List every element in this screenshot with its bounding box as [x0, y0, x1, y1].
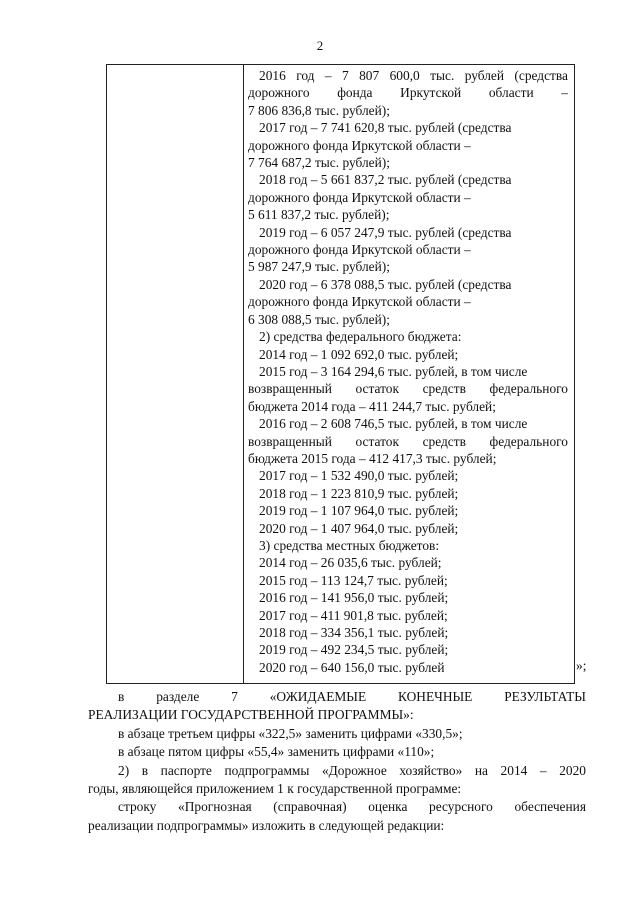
paragraph-first-line: строку «Прогнозная (справочная) оценка ресурсного обеспечения — [118, 799, 586, 815]
funding-line: 2016 год – 2 608 746,5 тыс. рублей, в том числе — [259, 416, 528, 432]
paragraph-first-line: в абзаце пятом цифры «55,4» заменить цифрами «110»; — [118, 744, 435, 760]
resource-table — [106, 64, 575, 684]
funding-line: 2020 год – 640 156,0 тыс. рублей — [259, 659, 445, 675]
funding-line: 3) средства местных бюджетов: — [259, 537, 440, 553]
funding-line: 2019 год – 492 234,5 тыс. рублей; — [259, 642, 449, 658]
funding-line: 2015 год – 113 124,7 тыс. рублей; — [259, 572, 448, 588]
funding-line: дорожного фонда Иркутской области – — [248, 242, 471, 258]
funding-line: возвращенный остаток средств федерального — [248, 381, 568, 397]
funding-line: 2018 год – 334 356,1 тыс. рублей; — [259, 625, 449, 640]
paragraph-continuation: РЕАЛИЗАЦИИ ГОСУДАРСТВЕННОЙ ПРОГРАММЫ»: — [88, 707, 414, 723]
funding-line: 2019 год – 6 057 247,9 тыс. рублей (средства — [259, 224, 512, 240]
funding-line: дорожного фонда Иркутской области – — [248, 85, 568, 101]
funding-line: 2014 год – 1 092 692,0 тыс. рублей; — [259, 346, 459, 362]
funding-line: бюджета 2015 года – 412 417,3 тыс. рублей; — [248, 450, 497, 466]
funding-line: 5 987 247,9 тыс. рублей); — [248, 259, 390, 275]
closing-quote: »; — [576, 658, 587, 673]
funding-line: 2018 год – 5 661 837,2 тыс. рублей (средства — [259, 172, 512, 188]
paragraph-continuation: годы, являющейся приложением 1 к государственной программе: — [88, 781, 462, 797]
paragraph-first-line: в абзаце третьем цифры «322,5» заменить цифрами «330,5»; — [118, 725, 463, 741]
funding-line: возвращенный остаток средств федерального — [248, 433, 568, 449]
paragraph-first-line: 2) в паспорте подпрограммы «Дорожное хозяйство» на 2014 – 2020 — [118, 762, 586, 778]
funding-line: 2) средства федерального бюджета: — [259, 329, 462, 345]
funding-line: дорожного фонда Иркутской области – — [248, 294, 471, 310]
funding-line: 7 764 687,2 тыс. рублей); — [248, 155, 390, 171]
funding-line: 2017 год – 7 741 620,8 тыс. рублей (средства — [259, 120, 512, 136]
funding-line: 2020 год – 6 378 088,5 тыс. рублей (средства — [259, 276, 512, 292]
funding-line: 2017 год – 1 532 490,0 тыс. рублей; — [259, 468, 459, 484]
funding-line: дорожного фонда Иркутской области – — [248, 137, 471, 153]
funding-line: 2014 год – 26 035,6 тыс. рублей; — [259, 555, 442, 571]
page-number: 2 — [316, 38, 324, 53]
funding-line: 5 611 837,2 тыс. рублей); — [248, 207, 390, 223]
table-cell-funding — [248, 67, 568, 676]
paragraph-first-line: в разделе 7 «ОЖИДАЕМЫЕ КОНЕЧНЫЕ РЕЗУЛЬТАТЫ — [118, 689, 586, 704]
funding-line: бюджета 2014 года – 411 244,7 тыс. рублей; — [248, 398, 496, 414]
funding-line: 6 308 088,5 тыс. рублей); — [248, 311, 390, 327]
funding-line: 7 806 836,8 тыс. рублей); — [248, 102, 390, 118]
funding-line: 2015 год – 3 164 294,6 тыс. рублей, в том числе — [259, 363, 528, 379]
table-column-divider — [243, 65, 244, 683]
amendment-text — [88, 688, 586, 835]
funding-line: дорожного фонда Иркутской области – — [248, 189, 471, 205]
funding-line: 2017 год – 411 901,8 тыс. рублей; — [259, 607, 448, 623]
funding-line: 2019 год – 1 107 964,0 тыс. рублей; — [259, 503, 459, 519]
funding-line: 2020 год – 1 407 964,0 тыс. рублей; — [259, 520, 459, 536]
funding-line: 2016 год – 7 807 600,0 тыс. рублей (средства — [259, 68, 568, 83]
funding-line: 2018 год – 1 223 810,9 тыс. рублей; — [259, 485, 459, 501]
paragraph-continuation: реализации подпрограммы» изложить в следующей редакции: — [88, 817, 445, 833]
funding-line: 2016 год – 141 956,0 тыс. рублей; — [259, 590, 449, 606]
